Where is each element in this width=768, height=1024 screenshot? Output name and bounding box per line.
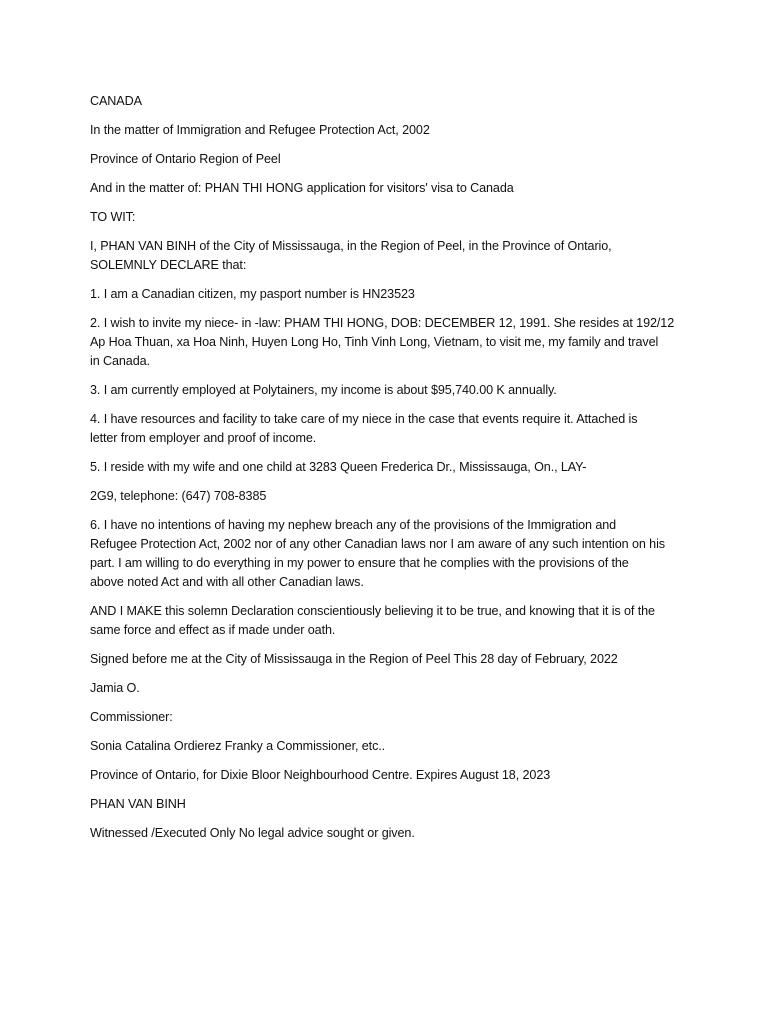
declaration-item-5: 5. I reside with my wife and one child at 3283 Queen Frederica Dr., Mississauga, On., LAY- bbox=[90, 460, 587, 474]
commissioner-jurisdiction: Province of Ontario, for Dixie Bloor Neighbourhood Centre. Expires August 18, 2023 bbox=[90, 768, 551, 782]
application-matter-line: And in the matter of: PHAN THI HONG application for visitors' visa to Canada bbox=[90, 181, 514, 195]
declaration-item-2: 2. I wish to invite my niece- in -law: PHAM THI HONG, DOB: DECEMBER 12, 1991. She resides at 192/12 Ap Hoa Thuan, xa Hoa Ninh, Huyen Long Ho, Tinh Vinh Long, Vietnam, to visit me, my family and travel in Canada. bbox=[90, 316, 675, 368]
commissioner-name: Sonia Catalina Ordierez Franky a Commissioner, etc.. bbox=[90, 739, 386, 753]
declaration-item-1: 1. I am a Canadian citizen, my pasport number is HN23523 bbox=[90, 287, 415, 301]
signed-before-line: Signed before me at the City of Mississauga in the Region of Peel This 28 day of February, 2022 bbox=[90, 652, 618, 666]
to-wit-line: TO WIT: bbox=[90, 210, 136, 224]
commissioner-label: Commissioner: bbox=[90, 710, 173, 724]
declaration-item-5-continued: 2G9, telephone: (647) 708-8385 bbox=[90, 489, 267, 503]
declarant-name: PHAN VAN BINH bbox=[90, 797, 186, 811]
matter-act-line: In the matter of Immigration and Refugee Protection Act, 2002 bbox=[90, 123, 430, 137]
witness-note: Witnessed /Executed Only No legal advice sought or given. bbox=[90, 826, 415, 840]
declaration-item-3: 3. I am currently employed at Polytainers, my income is about $95,740.00 K annually. bbox=[90, 383, 557, 397]
declaration-document bbox=[90, 92, 690, 853]
country-heading: CANADA bbox=[90, 94, 142, 108]
declaration-item-6: 6. I have no intentions of having my nephew breach any of the provisions of the Immigration and Refugee Protection Act, 2002 nor of any other Canadian laws nor I am aware of any such intention on his part. I am willing to do everything in my power to ensure that he complies with the provisions of the above noted Act and with all other Canadian laws. bbox=[90, 518, 665, 589]
signer-name: Jamia O. bbox=[90, 681, 140, 695]
solemn-declaration-statement: AND I MAKE this solemn Declaration conscientiously believing it to be true, and knowing that it is of the same force and effect as if made under oath. bbox=[90, 604, 655, 637]
province-region-line: Province of Ontario Region of Peel bbox=[90, 152, 281, 166]
declaration-item-4: 4. I have resources and facility to take care of my niece in the case that events require it. Attached is letter from employer and proof of income. bbox=[90, 412, 638, 445]
declarant-intro: I, PHAN VAN BINH of the City of Mississauga, in the Region of Peel, in the Province of Ontario, SOLEMNLY DECLARE that: bbox=[90, 239, 612, 272]
